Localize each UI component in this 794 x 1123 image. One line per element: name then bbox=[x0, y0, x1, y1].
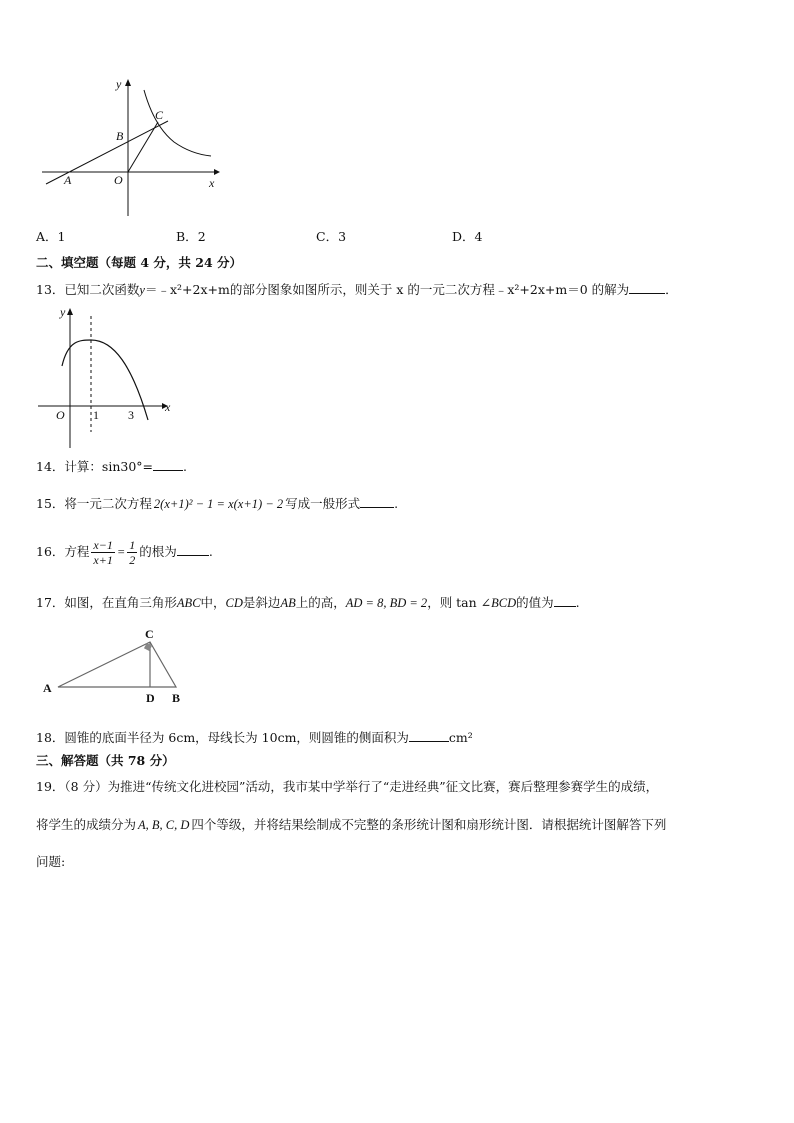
tick-1: 1 bbox=[93, 408, 99, 422]
answer-blank[interactable] bbox=[177, 543, 209, 556]
option-b[interactable]: B．2 bbox=[176, 229, 206, 244]
answer-blank[interactable] bbox=[629, 281, 665, 294]
question-19-line3: 问题: bbox=[36, 854, 66, 869]
x-axis-arrow-icon bbox=[214, 169, 220, 175]
label-b: B bbox=[116, 129, 124, 143]
answer-blank[interactable] bbox=[409, 729, 449, 742]
tick-3: 3 bbox=[128, 408, 134, 422]
section-heading-fill-in: 二、填空题（每题 4 分，共 24 分） bbox=[36, 255, 243, 270]
q12-figure bbox=[36, 74, 226, 224]
label-x: x bbox=[209, 176, 215, 190]
option-a[interactable]: A．1 bbox=[36, 229, 66, 244]
triangle-abc bbox=[58, 642, 176, 687]
q13-figure bbox=[36, 302, 181, 452]
label-a: A bbox=[64, 173, 72, 187]
label-o: O bbox=[56, 408, 65, 422]
label-c: C bbox=[155, 108, 164, 122]
fraction-right: $\frac{1}{2}$ bbox=[129, 538, 136, 567]
hyperbola-curve bbox=[144, 90, 211, 156]
segment-oc bbox=[128, 122, 158, 172]
answer-blank[interactable] bbox=[554, 594, 576, 607]
question-17: 17．如图，在直角三角形ABC中，CD是斜边AB上的高，AD = 8, BD = 2，则 tan ∠BCD的值为 . bbox=[36, 595, 580, 610]
parabola-curve bbox=[62, 340, 148, 420]
label-o: O bbox=[114, 173, 123, 187]
q17-figure bbox=[38, 626, 188, 708]
question-19-line1: 19．（8 分）为推进“传统文化进校园”活动，我市某中学举行了“走进经典”征文比赛，赛后整理参赛学生的成绩， bbox=[36, 779, 659, 794]
question-16: 16．方程 $\frac{x-1}{x+1}$ = $\frac{1}{2}$ 的根为 . bbox=[36, 538, 213, 567]
option-c[interactable]: C．3 bbox=[316, 229, 347, 244]
y-axis-arrow-icon bbox=[67, 308, 73, 315]
label-d: D bbox=[146, 691, 155, 705]
question-13: 13．已知二次函数y＝﹣x²+2x+m的部分图象如图所示，则关于 x 的一元二次方程﹣x²+2x+m＝0 的解为 ． bbox=[36, 282, 678, 297]
question-18: 18．圆锥的底面半径为 6cm，母线长为 10cm，则圆锥的侧面积为 cm² bbox=[36, 730, 473, 745]
fraction-left: $\frac{x-1}{x+1}$ bbox=[93, 538, 113, 567]
label-b: B bbox=[172, 691, 181, 705]
section-heading-solutions: 三、解答题（共 78 分） bbox=[36, 753, 175, 768]
question-19-line2: 将学生的成绩分为 A, B, C, D 四个等级，并将结果绘制成不完整的条形统计图和扇形统计图．请根据统计图解答下列 bbox=[36, 817, 667, 832]
question-15: 15．将一元二次方程 2(x+1)² − 1 = x(x+1) − 2 写成一般形式 . bbox=[36, 496, 399, 511]
label-x: x bbox=[165, 400, 171, 414]
label-a: A bbox=[43, 681, 52, 695]
answer-blank[interactable] bbox=[153, 458, 183, 471]
option-d[interactable]: D．4 bbox=[452, 229, 483, 244]
answer-blank[interactable] bbox=[360, 495, 394, 508]
label-y: y bbox=[60, 305, 66, 319]
label-c: C bbox=[145, 627, 154, 641]
label-y: y bbox=[116, 77, 122, 91]
y-axis-arrow-icon bbox=[125, 79, 131, 86]
question-14: 14．计算：sin30°= . bbox=[36, 459, 187, 474]
